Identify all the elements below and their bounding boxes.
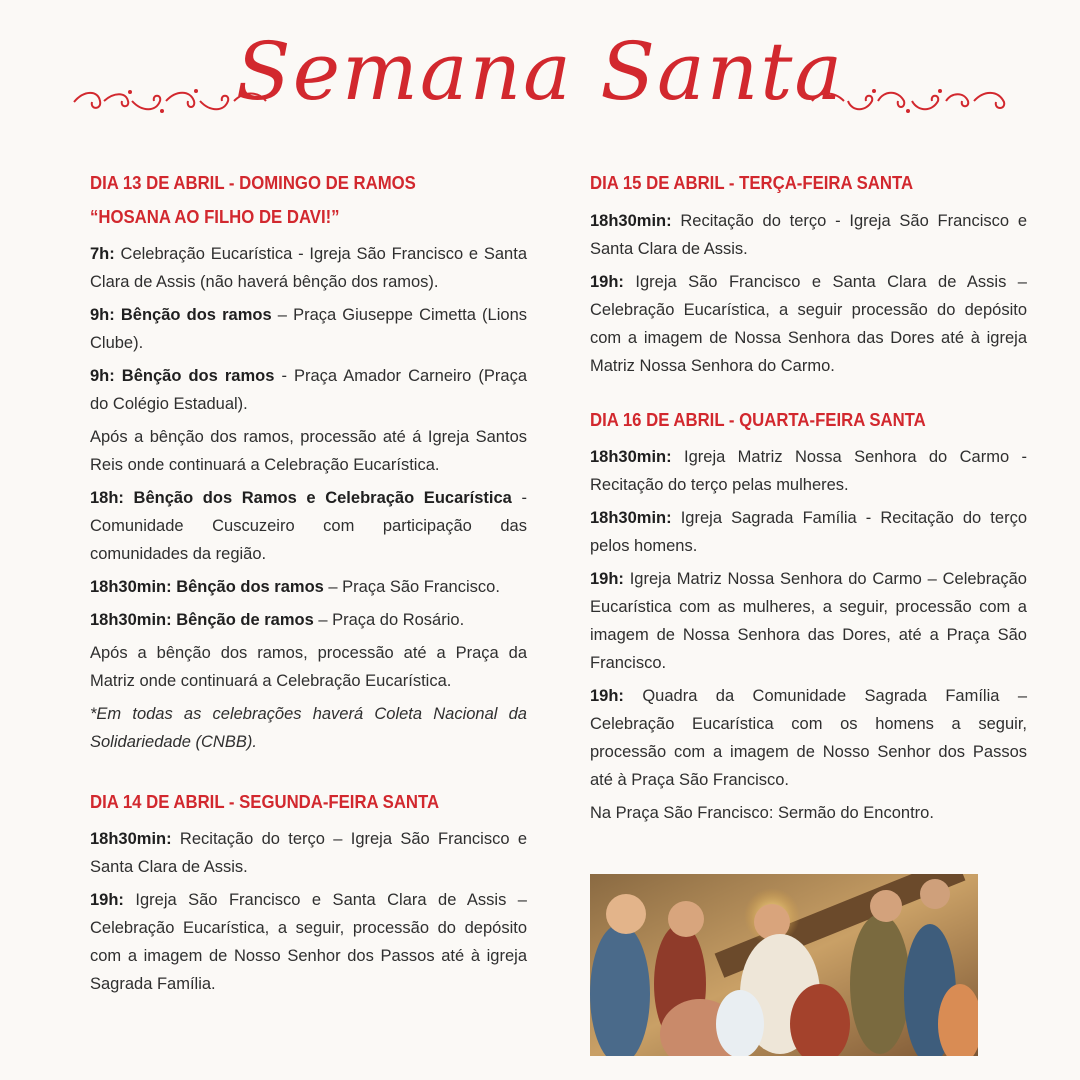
day-heading: DIA 16 DE ABRIL - QUARTA-FEIRA SANTA	[590, 409, 926, 430]
schedule-item: Após a bênção dos ramos, processão até a Praça da Matriz onde continuará a Celebração Eucarística.	[90, 643, 527, 690]
schedule-item: 18h30min: Recitação do terço – Igreja São Francisco e Santa Clara de Assis.	[90, 830, 527, 876]
page-title: Semana Santa	[235, 25, 845, 118]
day-motto: “HOSANA AO FILHO DE DAVI!”	[90, 206, 340, 227]
schedule-item: Após a bênção dos ramos, processão até á Igreja Santos Reis onde continuará a Celebração Eucarística.	[90, 427, 527, 474]
religious-painting-image	[590, 874, 978, 1056]
schedule-item: 18h: Bênção dos Ramos e Celebração Eucarística - Comunidade Cuscuzeiro com participação das comunidades da região.	[90, 488, 527, 563]
schedule-item: 19h: Igreja Matriz Nossa Senhora do Carmo – Celebração Eucarística com as mulheres, a seguir, processão com a imagem de Nossa Senhora das Dores, até a Praça São Francisco.	[590, 570, 1027, 672]
schedule-item: 18h30min: Bênção de ramos – Praça do Rosário.	[90, 610, 465, 629]
schedule-item: 9h: Bênção dos ramos – Praça Giuseppe Cimetta (Lions Clube).	[90, 305, 527, 352]
schedule-item: 19h: Igreja São Francisco e Santa Clara de Assis – Celebração Eucarística, a seguir, processão do depósito com a imagem de Nosso Senhor dos Passos até à igreja Sagrada Família.	[90, 891, 527, 993]
footnote: *Em todas as celebrações haverá Coleta Nacional da Solidariedade (CNBB).	[90, 704, 527, 751]
schedule-item: 19h: Igreja São Francisco e Santa Clara de Assis – Celebração Eucarística, a seguir processão do depósito com a imagem de Nossa Senhora das Dores até à igreja Matriz Nossa Senhora do Carmo.	[590, 272, 1027, 375]
flourish-ornament-icon	[808, 86, 1008, 116]
schedule-item: 19h: Quadra da Comunidade Sagrada Família – Celebração Eucarística com os homens a seguir, processão com a imagem de Nosso Senhor dos Passos até à Praça São Francisco.	[590, 687, 1027, 789]
right-column	[590, 172, 1027, 832]
schedule-item: 9h: Bênção dos ramos - Praça Amador Carneiro (Praça do Colégio Estadual).	[90, 366, 528, 413]
schedule-item: 18h30min: Bênção dos ramos – Praça São Francisco.	[90, 577, 500, 596]
day-heading: DIA 13 DE ABRIL - DOMINGO DE RAMOS	[90, 173, 416, 193]
day-heading: DIA 14 DE ABRIL - SEGUNDA-FEIRA SANTA	[90, 791, 440, 812]
schedule-item: Na Praça São Francisco: Sermão do Encontro.	[590, 804, 934, 822]
schedule-item: 18h30min: Igreja Sagrada Família - Recitação do terço pelos homens.	[590, 509, 1027, 555]
day-heading: DIA 15 DE ABRIL - TERÇA-FEIRA SANTA	[590, 173, 914, 193]
schedule-item: 18h30min: Recitação do terço - Igreja São Francisco e Santa Clara de Assis.	[590, 211, 1027, 258]
left-column	[90, 172, 527, 1003]
schedule-item: 18h30min: Igreja Matriz Nossa Senhora do Carmo - Recitação do terço pelas mulheres.	[590, 448, 1027, 494]
header	[0, 22, 1080, 152]
schedule-item: 7h: Celebração Eucarística - Igreja São Francisco e Santa Clara de Assis (não haverá bênção dos ramos).	[90, 244, 527, 291]
